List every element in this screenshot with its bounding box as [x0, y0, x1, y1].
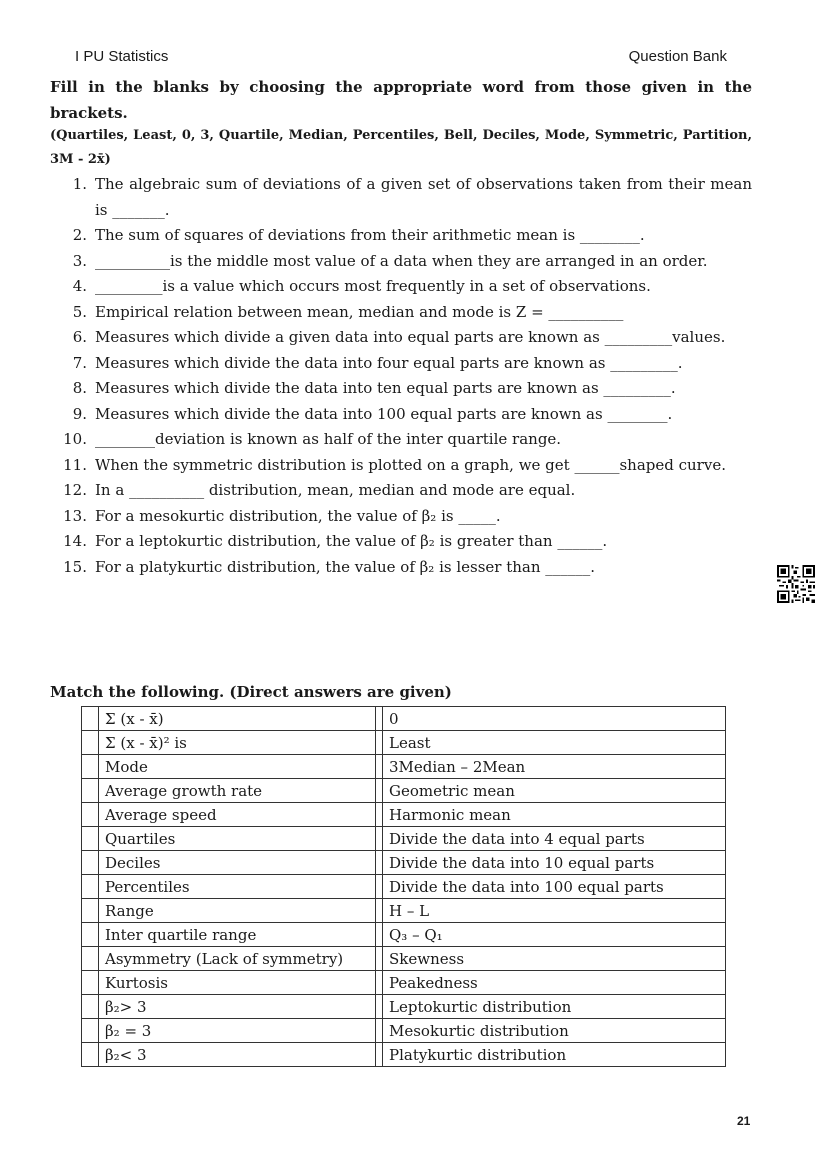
question-number: 4. — [72, 277, 87, 295]
question-text: The sum of squares of deviations from their arithmetic mean is ________. — [95, 226, 645, 244]
match-left-cell: Range — [99, 899, 376, 923]
table-row — [82, 899, 726, 923]
question-item — [50, 172, 752, 223]
match-left-cell: Asymmetry (Lack of symmetry) — [99, 947, 376, 971]
question-text: Measures which divide the data into four equal parts are known as _________. — [95, 353, 683, 372]
match-right-cell: Least — [383, 731, 726, 755]
match-left-cell: Inter quartile range — [99, 923, 376, 947]
match-right-cell: 3Median – 2Mean — [383, 755, 726, 779]
question-number: 3. — [72, 251, 87, 270]
header-title: Question Bank — [628, 48, 727, 65]
match-right-cell: Divide the data into 4 equal parts — [383, 827, 726, 851]
question-text: For a leptokurtic distribution, the value of β₂ is greater than ______. — [95, 532, 608, 550]
question-text: _________is a value which occurs most frequently in a set of observations. — [95, 277, 651, 295]
match-table — [81, 706, 726, 1067]
table-row — [82, 1019, 726, 1043]
question-number: 15. — [63, 557, 87, 576]
table-row — [82, 875, 726, 899]
match-left-cell: Average growth rate — [99, 779, 376, 803]
header-subject: I PU Statistics — [75, 48, 169, 65]
question-item — [50, 504, 752, 530]
question-number: 9. — [72, 404, 87, 423]
question-item — [50, 351, 752, 377]
table-row — [82, 731, 726, 755]
question-number: 6. — [72, 328, 87, 346]
match-left-cell: Percentiles — [99, 875, 376, 899]
match-left-cell: Quartiles — [99, 827, 376, 851]
question-text: The algebraic sum of deviations of a given set of observations taken from their mean is _______. — [95, 175, 752, 219]
match-right-cell: H – L — [383, 899, 726, 923]
question-text: Measures which divide a given data into equal parts are known as _________values. — [95, 328, 726, 346]
match-right-cell: Geometric mean — [383, 779, 726, 803]
question-number: 12. — [63, 481, 87, 499]
match-section-title: Match the following. (Direct answers are given) — [50, 683, 452, 701]
match-left-cell: β₂< 3 — [99, 1043, 376, 1067]
match-left-cell: Σ (x - x̄)² is — [99, 731, 376, 755]
match-left-cell: Average speed — [99, 803, 376, 827]
page-header — [75, 48, 727, 70]
question-item — [50, 249, 752, 275]
question-number: 10. — [63, 430, 87, 448]
question-item — [50, 376, 752, 402]
question-text: ________deviation is known as half of the inter quartile range. — [95, 430, 562, 448]
question-text: For a mesokurtic distribution, the value of β₂ is _____. — [95, 506, 501, 525]
match-right-cell: Leptokurtic distribution — [383, 995, 726, 1019]
question-number: 14. — [63, 532, 87, 550]
match-right-cell: Divide the data into 100 equal parts — [383, 875, 726, 899]
question-item — [50, 453, 752, 479]
fill-blanks-list — [50, 172, 752, 580]
match-right-cell: Harmonic mean — [383, 803, 726, 827]
question-text: __________is the middle most value of a data when they are arranged in an order. — [95, 251, 708, 270]
match-right-cell: Divide the data into 10 equal parts — [383, 851, 726, 875]
table-row — [82, 851, 726, 875]
table-row — [82, 803, 726, 827]
table-row — [82, 923, 726, 947]
question-item — [50, 300, 752, 326]
match-left-cell: β₂> 3 — [99, 995, 376, 1019]
question-number: 8. — [72, 379, 87, 397]
match-left-cell: Mode — [99, 755, 376, 779]
match-left-cell: Deciles — [99, 851, 376, 875]
table-row — [82, 755, 726, 779]
question-item — [50, 223, 752, 249]
match-right-cell: Skewness — [383, 947, 726, 971]
table-row — [82, 947, 726, 971]
match-right-cell: Q₃ – Q₁ — [383, 923, 726, 947]
question-item — [50, 555, 752, 581]
question-number: 13. — [63, 506, 87, 525]
question-item — [50, 325, 752, 351]
question-item — [50, 274, 752, 300]
question-number: 5. — [72, 302, 87, 321]
question-text: Empirical relation between mean, median and mode is Z = __________ — [95, 302, 624, 321]
question-number: 11. — [63, 455, 87, 474]
qr-code-icon — [777, 565, 815, 603]
table-row — [82, 779, 726, 803]
table-row — [82, 1043, 726, 1067]
match-left-cell: Σ (x - x̄) — [99, 707, 376, 731]
match-right-cell: 0 — [383, 707, 726, 731]
table-row — [82, 995, 726, 1019]
match-left-cell: Kurtosis — [99, 971, 376, 995]
question-item — [50, 529, 752, 555]
question-number: 1. — [72, 175, 87, 193]
question-item — [50, 478, 752, 504]
table-row — [82, 971, 726, 995]
question-text: In a __________ distribution, mean, median and mode are equal. — [95, 481, 576, 499]
match-left-cell: β₂ = 3 — [99, 1019, 376, 1043]
match-right-cell: Peakedness — [383, 971, 726, 995]
question-item — [50, 402, 752, 428]
question-text: When the symmetric distribution is plotted on a graph, we get ______shaped curve. — [95, 455, 726, 474]
table-row — [82, 707, 726, 731]
match-right-cell: Platykurtic distribution — [383, 1043, 726, 1067]
match-right-cell: Mesokurtic distribution — [383, 1019, 726, 1043]
table-row — [82, 827, 726, 851]
fill-blanks-instruction: Fill in the blanks by choosing the appropriate word from those given in the brackets. — [50, 78, 752, 122]
word-choices: (Quartiles, Least, 0, 3, Quartile, Median, Percentiles, Bell, Deciles, Mode, Symmetric, Partition, 3M - 2x̄) — [50, 128, 752, 167]
question-item — [50, 427, 752, 453]
question-number: 7. — [72, 353, 87, 372]
page-number: 21 — [737, 1114, 751, 1128]
question-number: 2. — [72, 226, 87, 244]
question-text: Measures which divide the data into ten equal parts are known as _________. — [95, 379, 676, 397]
question-text: Measures which divide the data into 100 equal parts are known as ________. — [95, 404, 673, 423]
question-text: For a platykurtic distribution, the value of β₂ is lesser than ______. — [95, 557, 596, 576]
